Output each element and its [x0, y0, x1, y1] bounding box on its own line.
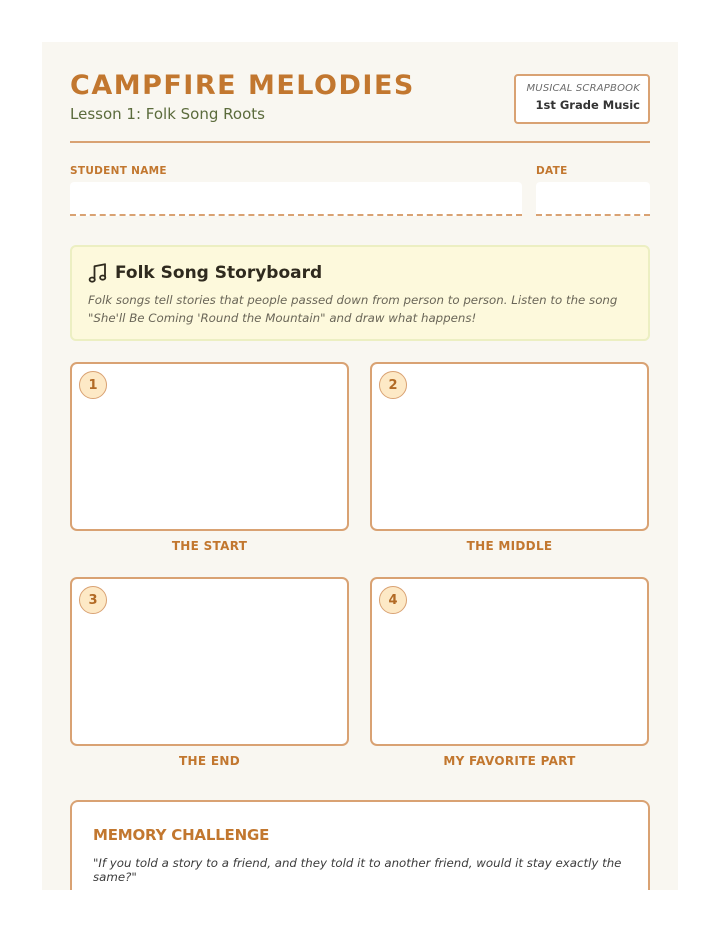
panel-caption-3: THE END [179, 754, 240, 768]
storyboard-instructions: Folk songs tell stories that people passed down from person to person. Listen to the song "She'll Be Coming 'Round the Mountain" and draw what happens! [88, 293, 618, 325]
drawing-panel-4[interactable] [370, 577, 649, 746]
panel-number-badge: 3 [79, 586, 107, 614]
badge-series: MUSICAL SCRAPBOOK [526, 83, 640, 94]
scrapbook-badge [514, 74, 650, 124]
storyboard-title: Folk Song Storyboard [115, 263, 323, 283]
memory-challenge-box [70, 800, 650, 890]
memory-challenge-question: "If you told a story to a friend, and they told it to another friend, would it stay exactly the same?" [93, 856, 622, 884]
date-label: DATE [536, 165, 568, 177]
panel-caption-4: MY FAVORITE PART [443, 754, 576, 768]
panel-number-badge: 4 [379, 586, 407, 614]
memory-challenge-title: MEMORY CHALLENGE [93, 826, 270, 844]
panel-number-badge: 2 [379, 371, 407, 399]
panel-number-badge: 1 [79, 371, 107, 399]
student-name-field[interactable] [70, 182, 522, 216]
drawing-panel-2[interactable] [370, 362, 649, 531]
lesson-subtitle: Lesson 1: Folk Song Roots [70, 105, 265, 123]
badge-grade: 1st Grade Music [535, 98, 640, 112]
date-field[interactable] [536, 182, 650, 216]
panel-caption-1: THE START [171, 539, 248, 553]
header-divider [70, 141, 650, 143]
drawing-panel-3[interactable] [70, 577, 349, 746]
student-name-label: STUDENT NAME [70, 165, 167, 177]
worksheet [42, 42, 678, 890]
drawing-panel-1[interactable] [70, 362, 349, 531]
storyboard-intro [70, 245, 650, 341]
page-title: CAMPFIRE MELODIES [70, 70, 415, 101]
panel-caption-2: THE MIDDLE [466, 539, 553, 553]
storyboard-heading [88, 262, 322, 284]
music-note-icon [88, 262, 108, 284]
